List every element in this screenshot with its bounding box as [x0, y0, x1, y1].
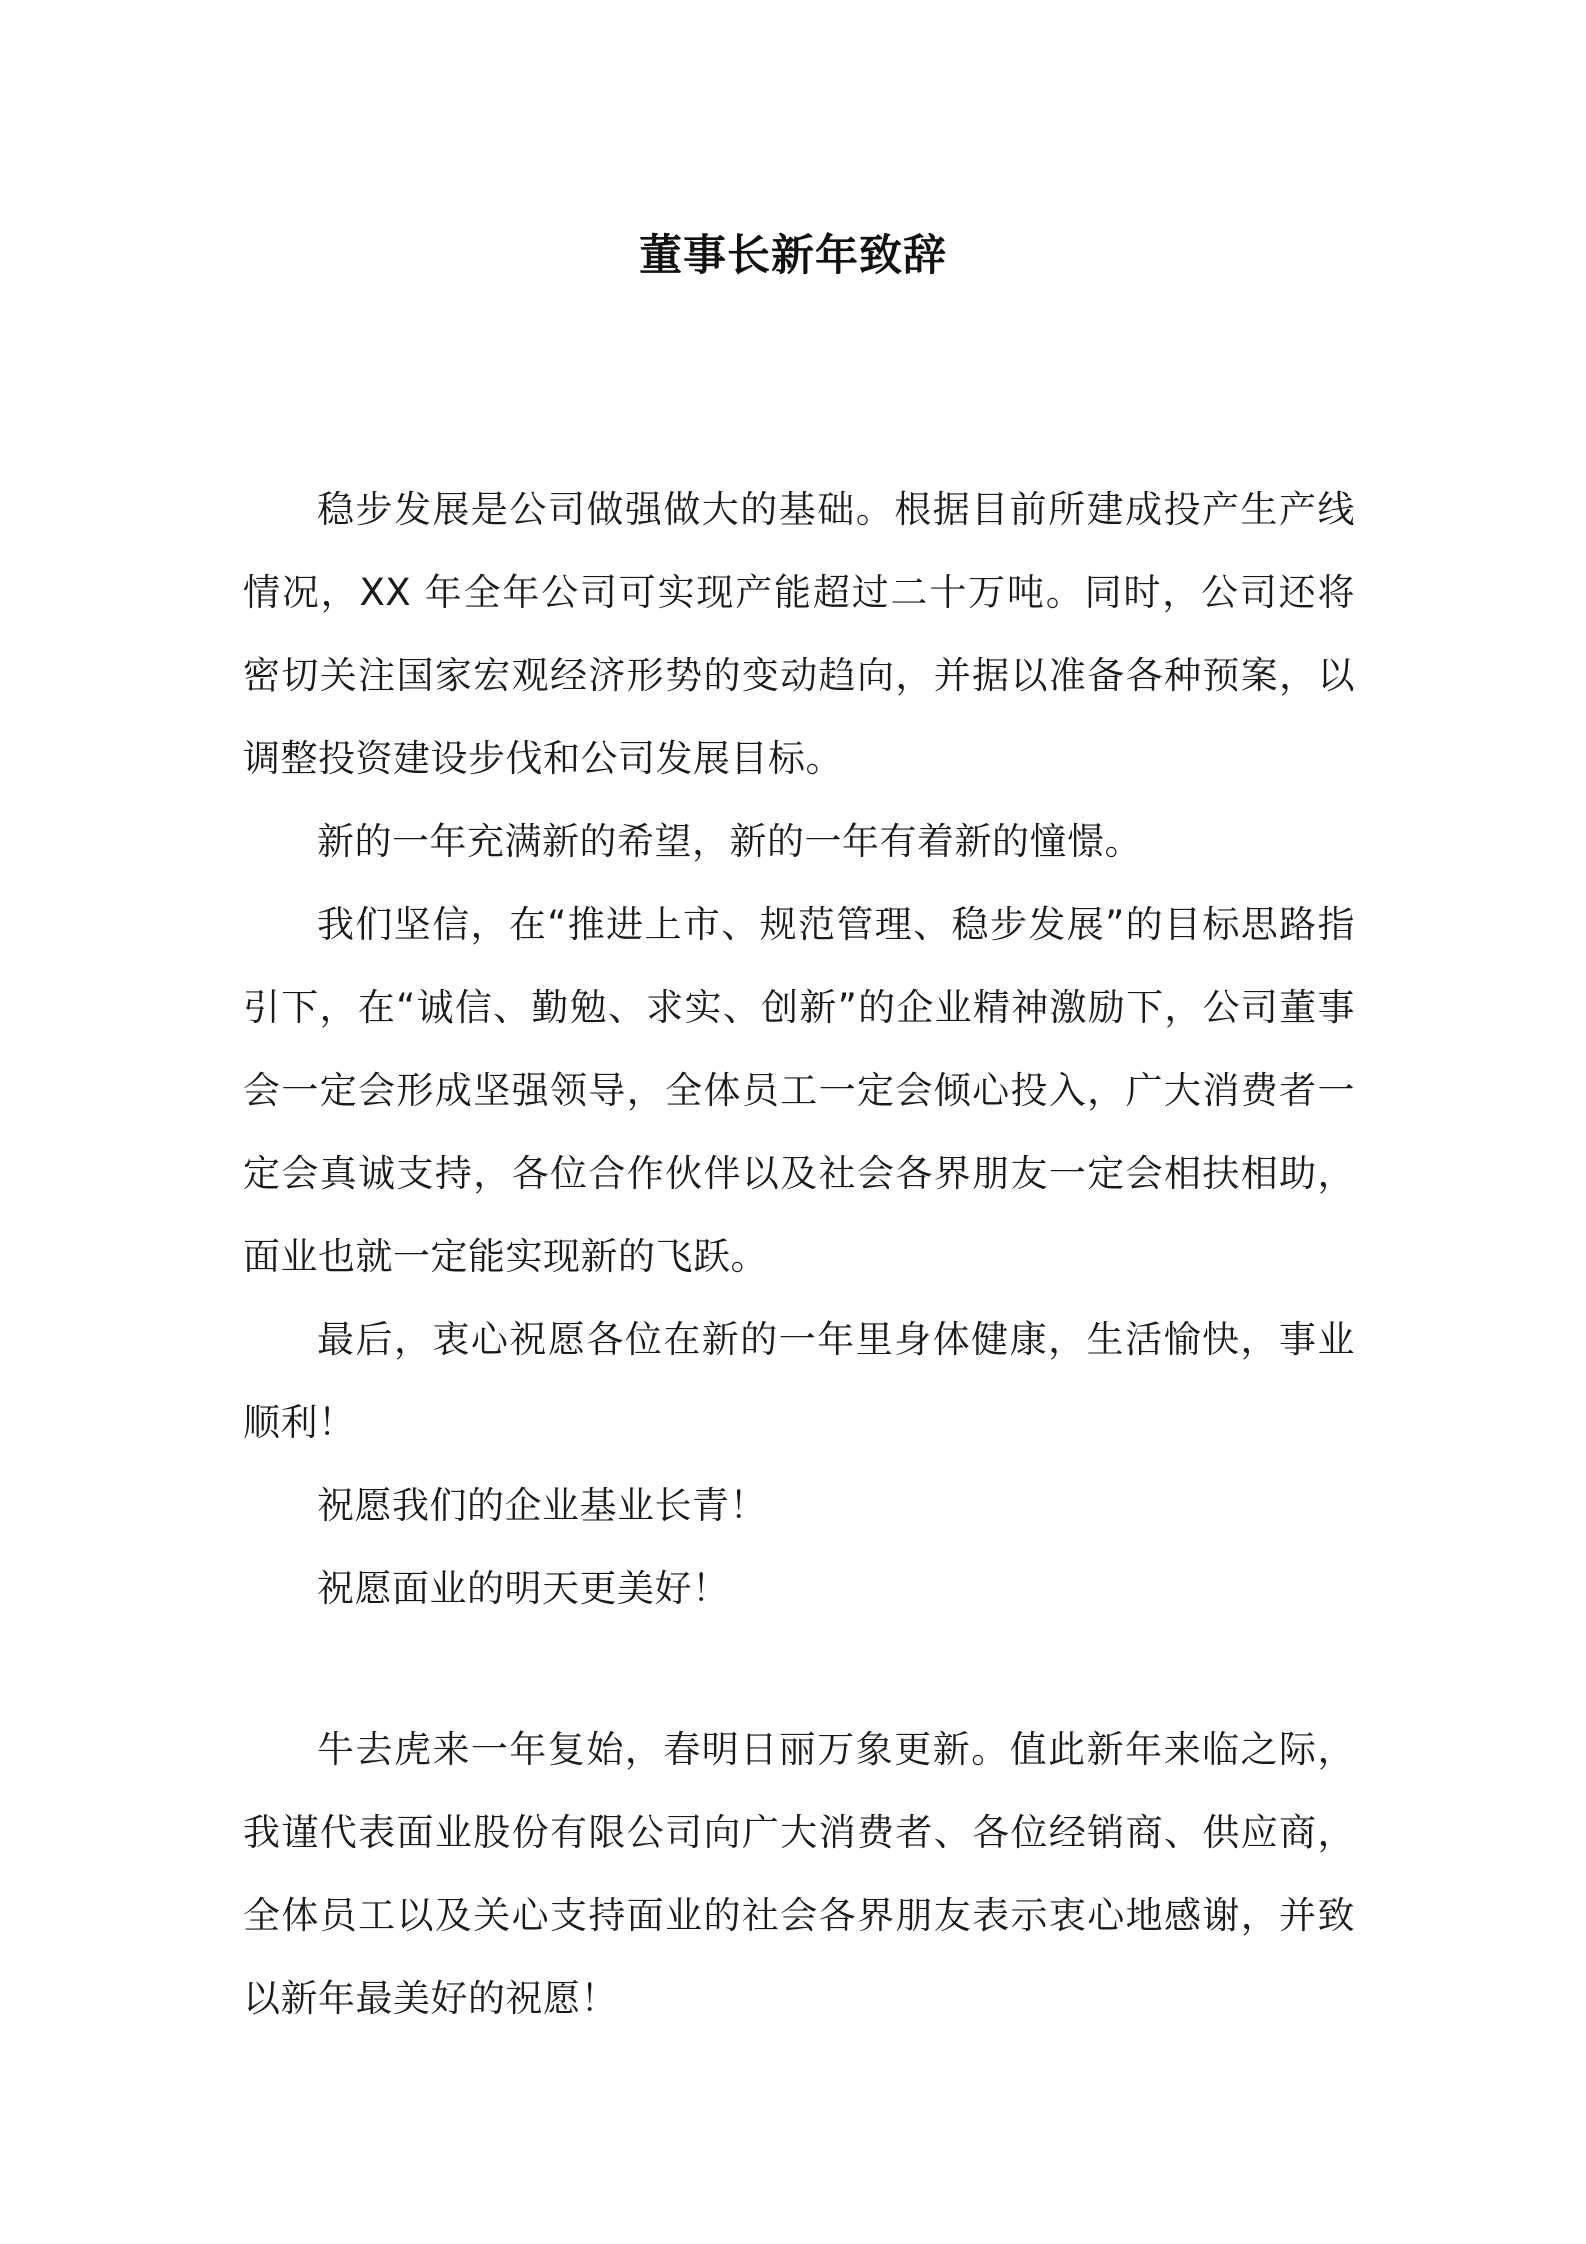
paragraph: 祝愿面业的明天更美好！: [317, 1567, 730, 1610]
paragraph: 新的一年充满新的希望，新的一年有着新的憧憬。: [317, 820, 1142, 863]
paragraph: 我们坚信，在“推进上市、规范管理、稳步发展”的目标思路指引下，在“诚信、勤勉、求实、创新”的企业精神激励下，公司董事会一定会形成坚强领导，全体员工一定会倾心投入，广大消费者一定会真诚支持，各位合作伙伴以及社会各界朋友一定会相扶相助，面业也就一定能实现新的飞跃。: [243, 903, 1355, 1278]
paragraph: 祝愿我们的企业基业长青！: [317, 1484, 767, 1527]
paragraph: 最后，衷心祝愿各位在新的一年里身体健康，生活愉快，事业顺利！: [243, 1318, 1355, 1444]
paragraph: 稳步发展是公司做强做大的基础。根据目前所建成投产生产线情况，XX 年全年公司可实现产能超过二十万吨。同时，公司还将密切关注国家宏观经济形势的变动趋向，并据以准备各种预案，以调整投资建设步伐和公司发展目标。: [243, 488, 1355, 780]
body-section-2: [243, 1708, 1355, 2040]
paragraph: 牛去虎来一年复始，春明日丽万象更新。值此新年来临之际，我谨代表面业股份有限公司向广大消费者、各位经销商、供应商，全体员工以及关心支持面业的社会各界朋友表示衷心地感谢，并致以新年最美好的祝愿！: [243, 1728, 1355, 2020]
body-section-1: [243, 468, 1355, 1630]
document-title: 董事长新年致辞: [639, 231, 947, 281]
